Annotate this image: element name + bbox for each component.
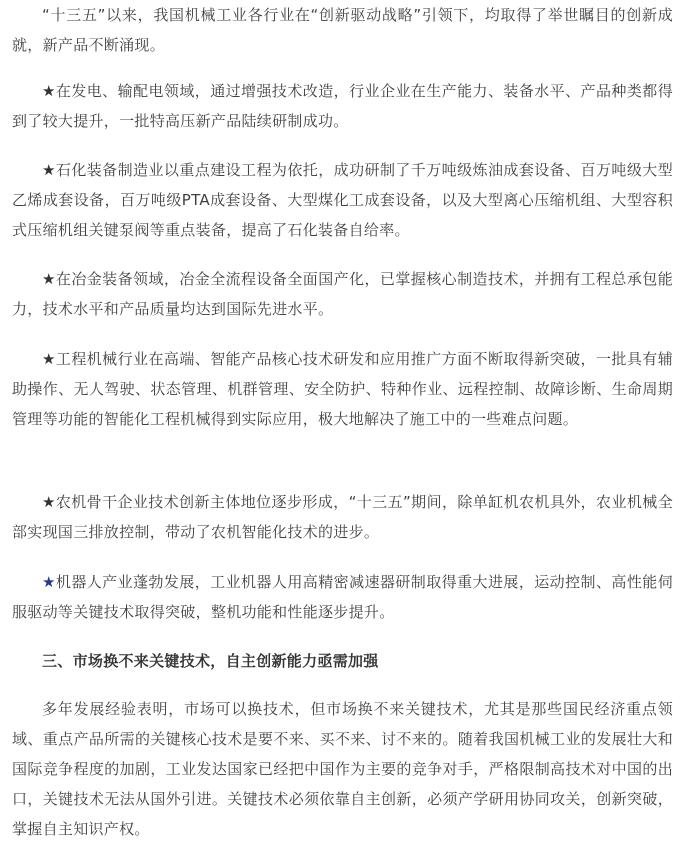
star-icon: ★: [42, 573, 56, 591]
paragraph-intro: [12, 0, 673, 60]
star-icon: ★: [42, 161, 56, 179]
paragraph-experience-text: 多年发展经验表明，市场可以换技术，但市场换不来关键技术，尤其是那些国民经济重点领域、重点产品所需的关键核心技术是要不来、买不来、讨不来的。随着我国机械工业的发展壮大和国际竞争程度的加剧，工业发达国家已经把中国作为主要的竞争对手，严格限制高技术对中国的出口，关键技术无法从国外引进。关键技术必须依靠自主创新，必须产学研用协同攻关，创新突破，掌握自主知识产权。: [12, 700, 673, 838]
paragraph-metallurgy-text: 在冶金装备领域，冶金全流程设备全面国产化，已掌握核心制造技术，并拥有工程总承包能力，技术水平和产品质量均达到国际先进水平。: [12, 270, 673, 318]
paragraph-agriculture: [12, 487, 673, 547]
paragraph-agriculture-text: 农机骨干企业技术创新主体地位逐步形成，“十三五”期间，除单缸机农机具外，农业机械全部实现国三排放控制，带动了农机智能化技术的进步。: [12, 493, 673, 541]
paragraph-experience: [12, 694, 673, 844]
paragraph-robot-text: 机器人产业蓬勃发展，工业机器人用高精密减速器研制取得重大进展，运动控制、高性能伺服驱动等关键技术取得突破，整机功能和性能逐步提升。: [12, 573, 673, 621]
paragraph-power-text: 在发电、输配电领域，通过增强技术改造，行业企业在生产能力、装备水平、产品种类都得到了较大提升，一批特高压新产品陆续研制成功。: [12, 82, 673, 130]
section-heading: 三、市场换不来关键技术，自主创新能力亟需加强: [42, 652, 379, 670]
paragraph-robot: [12, 567, 673, 627]
paragraph-intro-text: “十三五”以来，我国机械工业各行业在“创新驱动战略”引领下，均取得了举世瞩目的创新成就，新产品不断涌现。: [12, 6, 673, 54]
star-icon: ★: [42, 493, 56, 511]
paragraph-petrochem-text: 石化装备制造业以重点建设工程为依托，成功研制了千万吨级炼油成套设备、百万吨级大型乙烯成套设备，百万吨级PTA成套设备、大型煤化工成套设备，以及大型离心压缩机组、大型容积式压缩机组关键泵阀等重点装备，提高了石化装备自给率。: [12, 161, 673, 239]
paragraph-construction-text: 工程机械行业在高端、智能产品核心技术研发和应用推广方面不断取得新突破，一批具有辅助操作、无人驾驶、状态管理、机群管理、安全防护、特种作业、远程控制、故障诊断、生命周期管理等功能的智能化工程机械得到实际应用，极大地解决了施工中的一些难点问题。: [12, 350, 673, 428]
paragraph-construction: [12, 344, 673, 434]
paragraph-metallurgy: [12, 264, 673, 324]
paragraph-power: [12, 76, 673, 136]
star-icon: ★: [42, 350, 56, 368]
star-icon: ★: [42, 82, 56, 100]
star-icon: ★: [42, 270, 56, 288]
paragraph-petrochem: [12, 155, 673, 245]
